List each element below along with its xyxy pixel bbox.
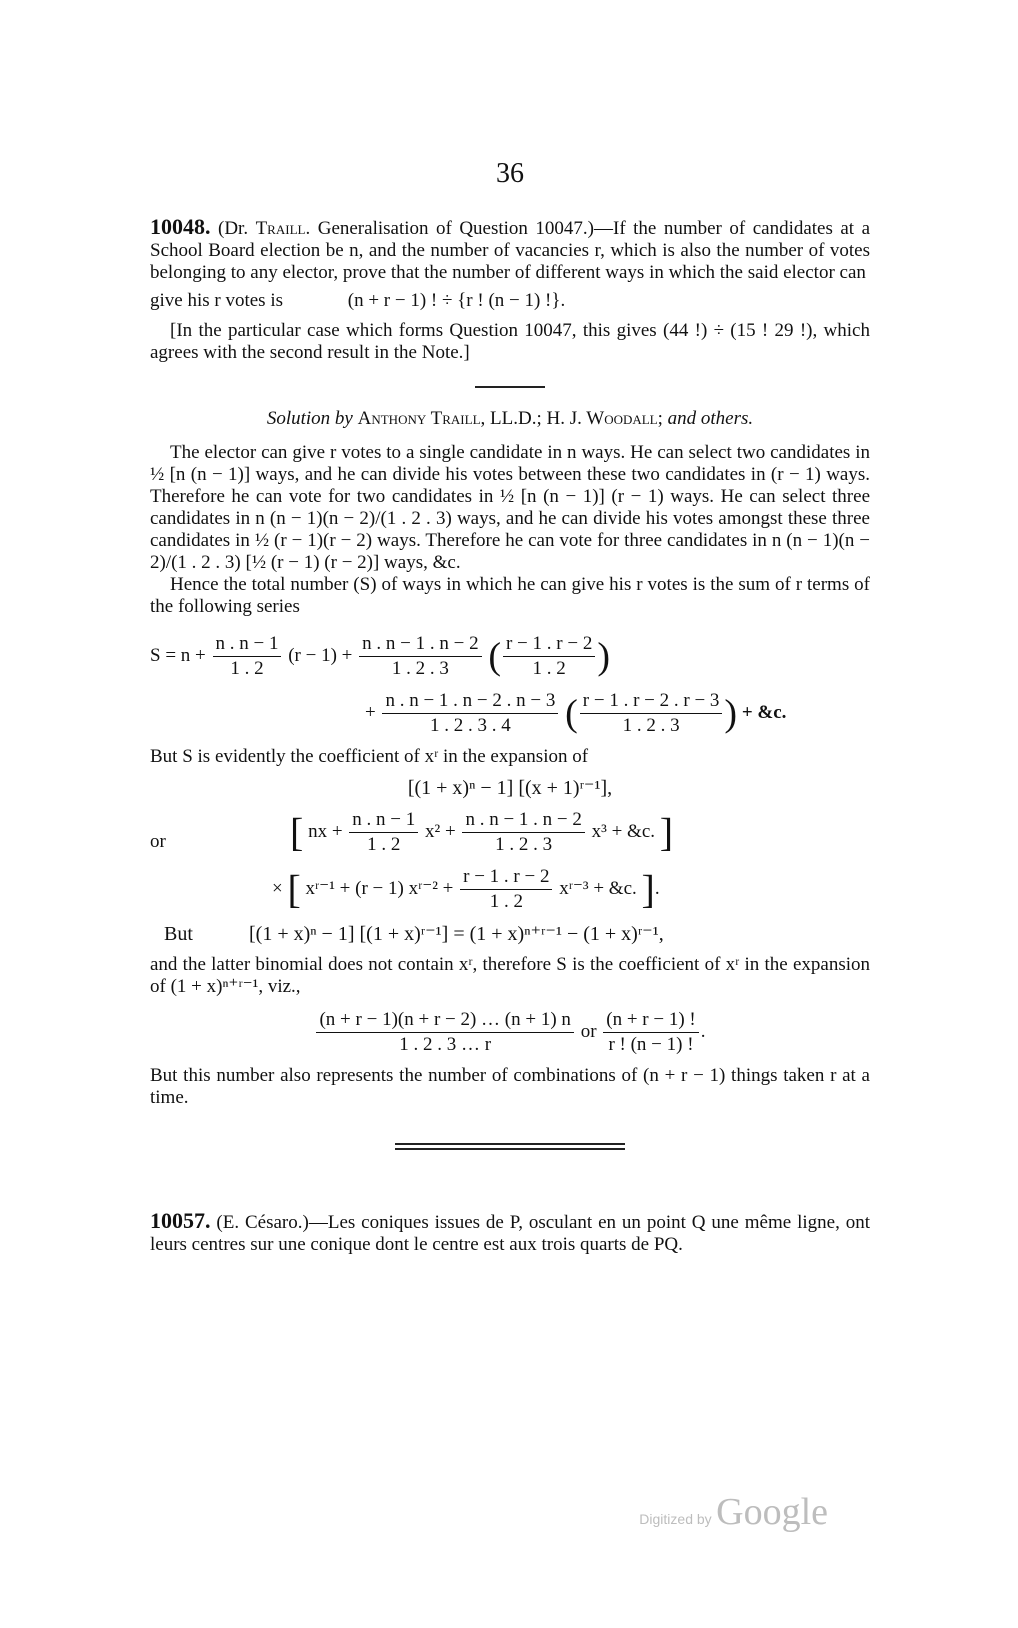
page-number: 36 (496, 158, 524, 189)
identity-line (150, 922, 870, 946)
question-10057 (150, 1210, 870, 1256)
divider (475, 386, 545, 388)
page (150, 150, 870, 1256)
question-number: 10048. (150, 214, 211, 239)
fraction: $\frac{r - 1 . r - 2 . r - 3}{1 . 2 . 3}$ (580, 689, 723, 738)
term: (r − 1) + (288, 644, 353, 666)
solution-heading (150, 408, 870, 430)
or-word: or (150, 831, 166, 852)
product-expression: [(1 + x)ⁿ − 1] [(x + 1)ʳ⁻¹], (407, 777, 613, 799)
solver-others: and others. (667, 408, 754, 429)
question-text: Generalisation of Question 10047.)—If the number of candidates at a School Board election be n, and the number of vacancies r, which is also the number of votes belonging to any elector, prove that the number of different ways in which the said elector can (150, 218, 871, 283)
google-watermark: Digitized by Google (639, 1491, 828, 1533)
solution-label: Solution by (266, 408, 353, 429)
but-word: But (164, 923, 193, 945)
solution-paragraph-1: The elector can give r votes to a single candidate in n ways. He can select two candidates in ½ [n (n − 1)] ways, and he can divide his votes between these two candidates in (r − 1) ways. Therefore he can vote for two candidates in ½ [n (n − 1)] (r − 1) ways. He can select three candidates in n (n − 1)(n − 2)/(1 . 2 . 3) ways, and he can divide his votes amongst these three candidates in ½ (r − 1)(r − 2) ways. Therefore he can vote for three candidates in n (n − 1)(n − 2)/(1 . 2 . 3) [½ (r − 1) (r − 2)] ways, &c. (150, 442, 870, 573)
expansion-line-2: × [ xʳ⁻¹ + (r − 1) xʳ⁻² + $\frac{r - 1 . r - 2}{1 . 2}$ xʳ⁻³ + &c. ]. (272, 866, 660, 912)
question-number: 10057. (150, 1208, 211, 1233)
fraction: $\frac{(n + r - 1)(n + r - 2) \dots (n + 1) n}{1 . 2 . 3 \dots r}$ (316, 1008, 573, 1057)
s-equals: S = n + (150, 644, 206, 666)
identity: [(1 + x)ⁿ − 1] [(1 + x)ʳ⁻¹] = (1 + x)ⁿ⁺ʳ⁻¹ − (1 + x)ʳ⁻¹, (249, 923, 664, 945)
solution-paragraph-5: But this number also represents the number of combinations of (n + r − 1) things taken r at a time. (150, 1065, 870, 1108)
formula-line (150, 290, 870, 312)
fraction: $\frac{r - 1 . r - 2}{1 . 2}$ (460, 865, 552, 914)
question-note: [In the particular case which forms Question 10047, this gives (44 !) ÷ (15 ! 29 !), which agrees with the second result in the Note.] (150, 320, 870, 363)
solution-paragraph-4: and the latter binomial does not contain xʳ, therefore S is the coefficient of xʳ in the expansion of (1 + x)ⁿ⁺ʳ⁻¹, viz., (150, 954, 870, 997)
fraction: $\frac{r - 1 . r - 2}{1 . 2}$ (503, 632, 595, 681)
author-name: Traill. (255, 218, 311, 239)
question-10048 (150, 216, 870, 284)
fraction: $\frac{n . n - 1 . n - 2}{1 . 2 . 3}$ (462, 808, 584, 857)
author-prefix: (Dr. (218, 218, 249, 239)
fraction: $\frac{n . n - 1}{1 . 2}$ (349, 808, 418, 857)
series-equation-line-2: + $\frac{n . n - 1 . n - 2 . n - 3}{1 . 2 . 3 . 4}$ ( $\frac{r - 1 . r - 2 . r - 3}{1 . 2 . 3}$ ) + &c. (365, 690, 787, 736)
author-name: (E. Césaro.) (216, 1212, 309, 1233)
etc: + &c. (741, 701, 787, 723)
solution-paragraph-2: Hence the total number (S) of ways in which he can give his r votes is the sum of r terms of the following series (150, 574, 870, 617)
expansion-line-1: or [ nx + $\frac{n . n - 1}{1 . 2}$ x² + $\frac{n . n - 1 . n - 2}{1 . 2 . 3}$ x³ + &c. ] (150, 809, 674, 855)
solution-paragraph-3: But S is evidently the coefficient of xʳ in the expansion of (150, 746, 589, 767)
main-formula: (n + r − 1) ! ÷ {r ! (n − 1) !}. (347, 290, 566, 311)
fraction: $\frac{(n + r - 1) !}{r ! (n - 1) !}$ (603, 1008, 699, 1057)
double-divider (395, 1143, 625, 1150)
plus: + (365, 701, 376, 723)
fraction: $\frac{n . n - 1 . n - 2}{1 . 2 . 3}$ (359, 632, 481, 681)
result-line: $\frac{(n + r - 1)(n + r - 2) \dots (n + 1) n}{1 . 2 . 3 \dots r}$ or $\frac{(n + r - 1) !}{r ! (n - 1) !}$ . (150, 1008, 870, 1057)
fraction: $\frac{n . n - 1}{1 . 2}$ (213, 632, 282, 681)
series-equation-line-1: S = n + $\frac{n . n - 1}{1 . 2}$ (r − 1) + $\frac{n . n - 1 . n - 2}{1 . 2 . 3}$ ( $\frac{r - 1 . r - 2}{1 . 2}$ ) (150, 633, 610, 679)
give-line: give his r votes is (150, 290, 283, 311)
question-text: —Les coniques issues de P, osculant en un point Q une même ligne, ont leurs centres sur une conique dont le centre est aux trois quarts de PQ. (150, 1212, 871, 1255)
or-word: or (580, 1020, 597, 1042)
solver-2: H. J. Woodall; (546, 408, 663, 429)
fraction: $\frac{n . n - 1 . n - 2 . n - 3}{1 . 2 . 3 . 4}$ (382, 689, 558, 738)
solver-1: Anthony Traill, LL.D.; (357, 408, 542, 429)
